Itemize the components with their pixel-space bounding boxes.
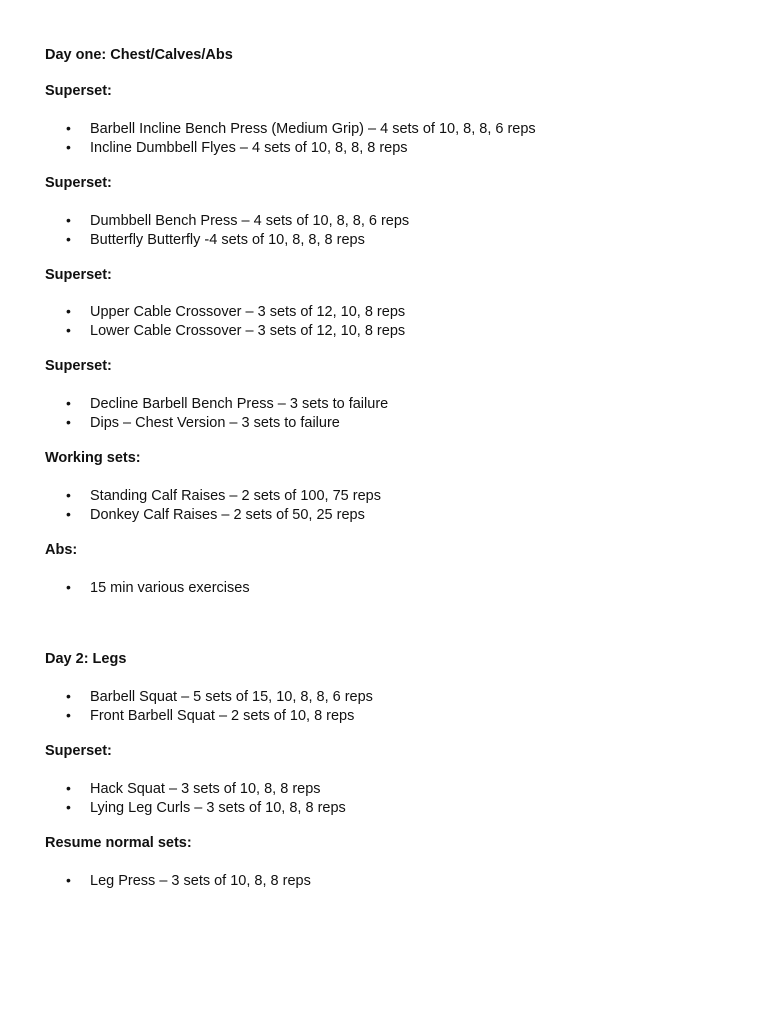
bullet-icon: • [66,799,71,815]
exercise-text: 15 min various exercises [90,580,250,596]
bullet-icon: • [66,303,71,319]
list-item [66,413,340,432]
bullet-icon: • [66,395,71,411]
list-item [66,230,365,249]
bullet-icon: • [66,139,71,155]
list-item [66,321,405,340]
list-item [66,211,409,230]
exercise-text: Lying Leg Curls – 3 sets of 10, 8, 8 reps [90,800,346,816]
bullet-icon: • [66,322,71,338]
exercise-text: Dumbbell Bench Press – 4 sets of 10, 8, 8, 6 reps [90,213,410,229]
list-item [66,138,408,157]
list-item [66,871,311,890]
exercise-text: Upper Cable Crossover – 3 sets of 12, 10, 8 reps [90,304,406,320]
exercise-text: Dips – Chest Version – 3 sets to failure [90,415,340,431]
working-sets-heading: Working sets: [45,450,141,466]
bullet-icon: • [66,506,71,522]
exercise-text: Donkey Calf Raises – 2 sets of 50, 25 reps [90,507,365,523]
exercise-text: Barbell Incline Bench Press (Medium Grip) – 4 sets of 10, 8, 8, 6 reps [90,121,536,137]
exercise-text: Front Barbell Squat – 2 sets of 10, 8 reps [90,708,355,724]
superset-heading: Superset: [45,743,112,759]
bullet-icon: • [66,872,71,888]
list-item [66,706,354,725]
list-item [66,779,321,798]
abs-heading: Abs: [45,542,78,558]
bullet-icon: • [66,120,71,136]
exercise-text: Incline Dumbbell Flyes – 4 sets of 10, 8, 8, 8 reps [90,140,408,156]
bullet-icon: • [66,231,71,247]
list-item [66,578,250,597]
bullet-icon: • [66,414,71,430]
exercise-text: Barbell Squat – 5 sets of 15, 10, 8, 8, 6 reps [90,689,373,705]
bullet-icon: • [66,212,71,228]
list-item [66,505,365,524]
exercise-text: Butterfly Butterfly -4 sets of 10, 8, 8, 8 reps [90,232,365,248]
list-item [66,798,346,817]
exercise-text: Standing Calf Raises – 2 sets of 100, 75 reps [90,488,381,504]
bullet-icon: • [66,487,71,503]
bullet-icon: • [66,688,71,704]
list-item [66,687,373,706]
superset-heading: Superset: [45,83,112,99]
bullet-icon: • [66,707,71,723]
list-item [66,394,388,413]
superset-heading: Superset: [45,358,112,374]
resume-heading: Resume normal sets: [45,835,192,851]
exercise-text: Decline Barbell Bench Press – 3 sets to failure [90,396,389,412]
day2-title: Day 2: Legs [45,651,127,667]
bullet-icon: • [66,780,71,796]
day1-title: Day one: Chest/Calves/Abs [45,47,233,63]
exercise-text: Hack Squat – 3 sets of 10, 8, 8 reps [90,781,321,797]
bullet-icon: • [66,579,71,595]
exercise-text: Leg Press – 3 sets of 10, 8, 8 reps [90,873,311,889]
list-item [66,302,405,321]
exercise-text: Lower Cable Crossover – 3 sets of 12, 10, 8 reps [90,323,406,339]
list-item [66,119,536,138]
superset-heading: Superset: [45,175,112,191]
list-item [66,486,381,505]
superset-heading: Superset: [45,267,112,283]
